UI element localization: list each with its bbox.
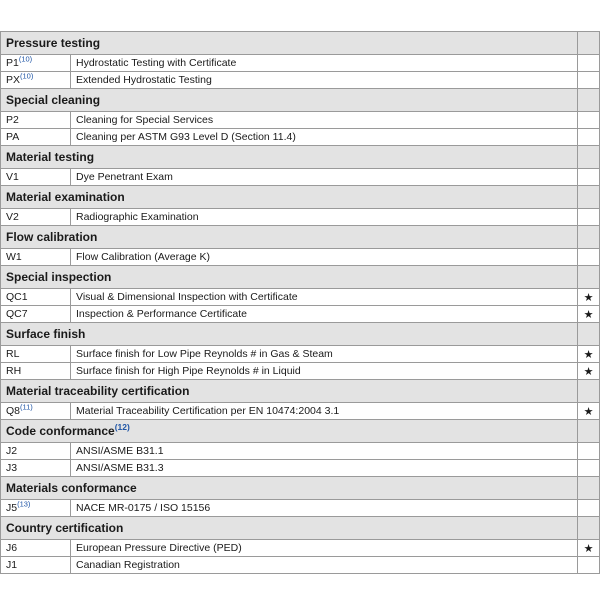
table-row	[1, 112, 600, 129]
option-description-cell	[71, 72, 578, 89]
option-description-cell	[71, 460, 578, 477]
option-description: Cleaning per ASTM G93 Level D (Section 11.4)	[76, 131, 296, 143]
standard-offering-cell	[578, 129, 600, 146]
option-code: QC1	[6, 291, 28, 303]
option-code-cell	[1, 443, 71, 460]
option-code: J2	[6, 445, 18, 457]
option-code-cell	[1, 249, 71, 266]
section-header	[1, 323, 600, 346]
option-description-cell	[71, 129, 578, 146]
standard-offering-cell	[578, 540, 600, 557]
option-code-cell	[1, 460, 71, 477]
section-star-cell	[578, 517, 600, 540]
option-code: RH	[6, 365, 22, 377]
option-description-cell	[71, 209, 578, 226]
standard-offering-cell	[578, 112, 600, 129]
option-description-cell	[71, 55, 578, 72]
option-description: Radiographic Examination	[76, 211, 199, 223]
option-code-cell	[1, 289, 71, 306]
option-description-cell	[71, 306, 578, 323]
option-code-cell	[1, 209, 71, 226]
option-code-cell	[1, 72, 71, 89]
section-title-cell	[1, 226, 578, 249]
standard-offering-cell	[578, 363, 600, 380]
star-icon: ★	[583, 365, 594, 378]
option-code: J5	[6, 502, 18, 514]
option-description: Hydrostatic Testing with Certificate	[76, 57, 237, 69]
section-header	[1, 380, 600, 403]
footnote-ref: (10)	[18, 54, 33, 64]
option-code: Q8	[6, 405, 21, 417]
option-code-cell	[1, 403, 71, 420]
option-code-cell	[1, 306, 71, 323]
section-star-cell	[578, 89, 600, 112]
standard-offering-cell	[578, 500, 600, 517]
section-star-cell	[578, 266, 600, 289]
footnote-ref: (12)	[114, 422, 130, 432]
section-title: Flow calibration	[6, 230, 98, 244]
table-row	[1, 249, 600, 266]
section-star-cell	[578, 186, 600, 209]
section-header	[1, 186, 600, 209]
option-description-cell	[71, 249, 578, 266]
section-header	[1, 517, 600, 540]
footnote-ref: (10)	[20, 71, 34, 81]
section-title-cell	[1, 186, 578, 209]
section-star-cell	[578, 477, 600, 500]
option-code-cell	[1, 363, 71, 380]
star-icon: ★	[583, 291, 594, 304]
option-description-cell	[71, 169, 578, 186]
option-description: Material Traceability Certification per EN 10474:2004 3.1	[76, 405, 340, 417]
section-star-cell	[578, 32, 600, 55]
section-title-cell	[1, 323, 578, 346]
option-description: European Pressure Directive (PED)	[76, 542, 242, 554]
option-description: Dye Penetrant Exam	[76, 171, 173, 183]
section-title-cell	[1, 89, 578, 112]
standard-offering-cell	[578, 403, 600, 420]
option-description-cell	[71, 112, 578, 129]
star-icon: ★	[583, 405, 594, 418]
option-description: ANSI/ASME B31.3	[76, 462, 164, 474]
table-row	[1, 443, 600, 460]
section-title: Special cleaning	[6, 93, 101, 107]
section-title-cell	[1, 420, 578, 443]
footnote-ref: (13)	[17, 499, 31, 509]
option-description: Surface finish for Low Pipe Reynolds # in Gas & Steam	[76, 348, 333, 360]
option-description-cell	[71, 403, 578, 420]
option-description: NACE MR-0175 / ISO 15156	[76, 502, 211, 514]
options-table	[0, 31, 600, 574]
section-star-cell	[578, 146, 600, 169]
standard-offering-cell	[578, 557, 600, 574]
section-title: Code conformance	[6, 424, 115, 438]
table-row	[1, 346, 600, 363]
table-row	[1, 500, 600, 517]
table-row	[1, 129, 600, 146]
option-code: QC7	[6, 308, 28, 320]
option-code-cell	[1, 112, 71, 129]
option-code: J3	[6, 462, 18, 474]
option-code: J6	[6, 542, 18, 554]
standard-offering-cell	[578, 55, 600, 72]
section-header	[1, 477, 600, 500]
section-title: Pressure testing	[6, 36, 101, 50]
section-title-cell	[1, 380, 578, 403]
table-row	[1, 540, 600, 557]
option-description: ANSI/ASME B31.1	[76, 445, 164, 457]
standard-offering-cell	[578, 169, 600, 186]
section-title-cell	[1, 477, 578, 500]
section-title: Special inspection	[6, 270, 112, 284]
option-code: RL	[6, 348, 20, 360]
option-code: P1	[6, 57, 19, 69]
section-header	[1, 266, 600, 289]
standard-offering-cell	[578, 289, 600, 306]
star-icon: ★	[583, 542, 594, 555]
section-title: Material traceability certification	[6, 384, 190, 398]
option-description: Canadian Registration	[76, 559, 180, 571]
section-header	[1, 89, 600, 112]
table-row	[1, 209, 600, 226]
section-star-cell	[578, 420, 600, 443]
section-title: Materials conformance	[6, 481, 137, 495]
option-code-cell	[1, 500, 71, 517]
section-header	[1, 146, 600, 169]
option-code-cell	[1, 540, 71, 557]
option-code: J1	[6, 559, 18, 571]
section-star-cell	[578, 380, 600, 403]
standard-offering-cell	[578, 209, 600, 226]
standard-offering-cell	[578, 460, 600, 477]
section-title-cell	[1, 146, 578, 169]
option-description: Cleaning for Special Services	[76, 114, 214, 126]
star-icon: ★	[583, 308, 594, 321]
table-row	[1, 289, 600, 306]
footnote-ref: (11)	[20, 402, 33, 412]
standard-offering-cell	[578, 443, 600, 460]
option-description: Visual & Dimensional Inspection with Certificate	[76, 291, 298, 303]
option-description-cell	[71, 346, 578, 363]
option-code-cell	[1, 55, 71, 72]
option-description: Inspection & Performance Certificate	[76, 308, 247, 320]
section-title-cell	[1, 266, 578, 289]
option-description-cell	[71, 443, 578, 460]
option-code-cell	[1, 346, 71, 363]
table-row	[1, 460, 600, 477]
table-row	[1, 72, 600, 89]
option-code: PA	[6, 131, 20, 143]
option-code: PX	[6, 74, 21, 86]
option-code: V2	[6, 211, 19, 223]
option-description-cell	[71, 289, 578, 306]
standard-offering-cell	[578, 249, 600, 266]
standard-offering-cell	[578, 346, 600, 363]
table-row	[1, 306, 600, 323]
section-title: Material examination	[6, 190, 125, 204]
section-title-cell	[1, 517, 578, 540]
option-description: Flow Calibration (Average K)	[76, 251, 211, 263]
standard-offering-cell	[578, 306, 600, 323]
option-code-cell	[1, 169, 71, 186]
section-star-cell	[578, 323, 600, 346]
option-code: V1	[6, 171, 19, 183]
option-description-cell	[71, 500, 578, 517]
section-title-cell	[1, 32, 578, 55]
option-code: W1	[6, 251, 22, 263]
option-code-cell	[1, 129, 71, 146]
section-header	[1, 420, 600, 443]
options-table-body	[1, 32, 600, 574]
section-title: Surface finish	[6, 327, 86, 341]
option-description: Surface finish for High Pipe Reynolds # in Liquid	[76, 365, 301, 377]
table-row	[1, 363, 600, 380]
section-star-cell	[578, 226, 600, 249]
options-table-container	[0, 31, 599, 574]
option-description: Extended Hydrostatic Testing	[76, 74, 212, 86]
option-code-cell	[1, 557, 71, 574]
section-header	[1, 226, 600, 249]
table-row	[1, 403, 600, 420]
option-description-cell	[71, 557, 578, 574]
table-row	[1, 55, 600, 72]
section-title: Material testing	[6, 150, 95, 164]
option-description-cell	[71, 540, 578, 557]
star-icon: ★	[583, 348, 594, 361]
table-row	[1, 169, 600, 186]
section-header	[1, 32, 600, 55]
option-code: P2	[6, 114, 19, 126]
table-row	[1, 557, 600, 574]
standard-offering-cell	[578, 72, 600, 89]
option-description-cell	[71, 363, 578, 380]
section-title: Country certification	[6, 521, 124, 535]
